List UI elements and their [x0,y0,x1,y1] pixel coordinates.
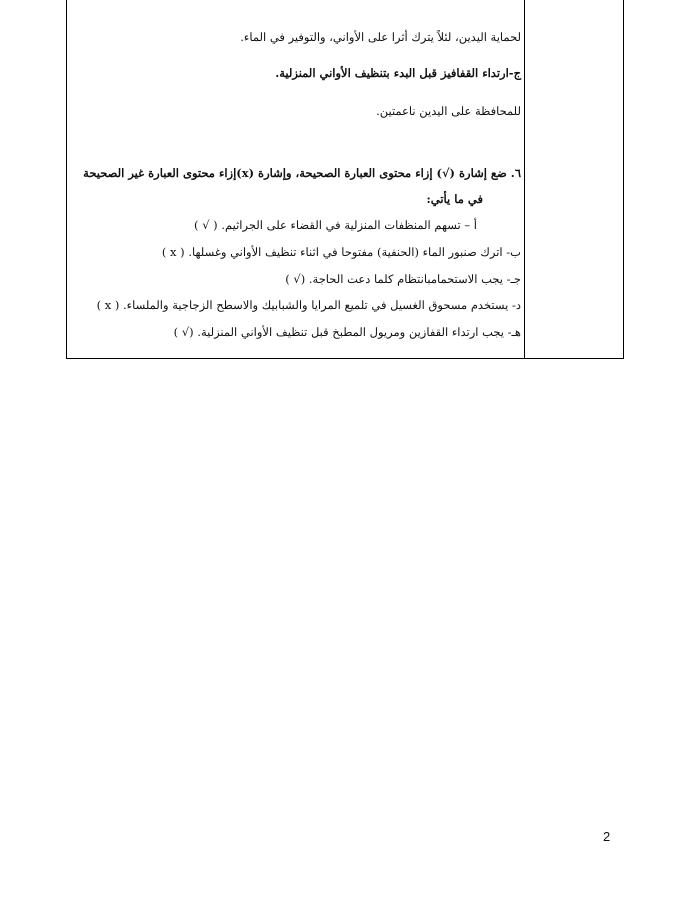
item-b: ب- اترك صنبور الماء (الحنفية) مفتوحا في اثناء تنظيف الأواني وغسلها. ( x ) [161,245,521,259]
item-e: هـ- يجب ارتداء القفازين ومريول المطبخ قبل تنظيف الأواني المنزلية. (√ ) [173,325,521,339]
question-6-instruction: ٦. ضع إشارة (√) إزاء محتوى العبارة الصحيحة، وإشارة (x)إزاء محتوى العبارة غير الصحيحة [83,166,521,180]
answer-line-soft-hands: للمحافظة على اليدين ناعمتين. [376,104,521,118]
item-c: جـ- يجب الاستحمامبانتظام كلما دعت الحاجة. (√ ) [285,272,521,286]
page-number: 2 [603,829,611,844]
answer-heading-gloves: ج-ارتداء القفافيز قبل البدء بتنظيف الأواني المنزلية. [275,66,521,80]
item-d: د- يستخدم مسحوق الغسيل في تلميع المرايا والشبابيك والاسطح الزجاجية والملساء. ( x ) [96,298,521,312]
answer-line-hand-protection: لحماية اليدين، لئلاً يترك أثرا على الأواني، والتوفير في الماء. [240,30,521,44]
column-divider [524,0,525,358]
item-a: أ – تسهم المنظفات المنزلية في القضاء على الجراثيم. ( √ ) [194,218,477,232]
question-6-instruction-cont: في ما يأتي: [426,192,483,206]
